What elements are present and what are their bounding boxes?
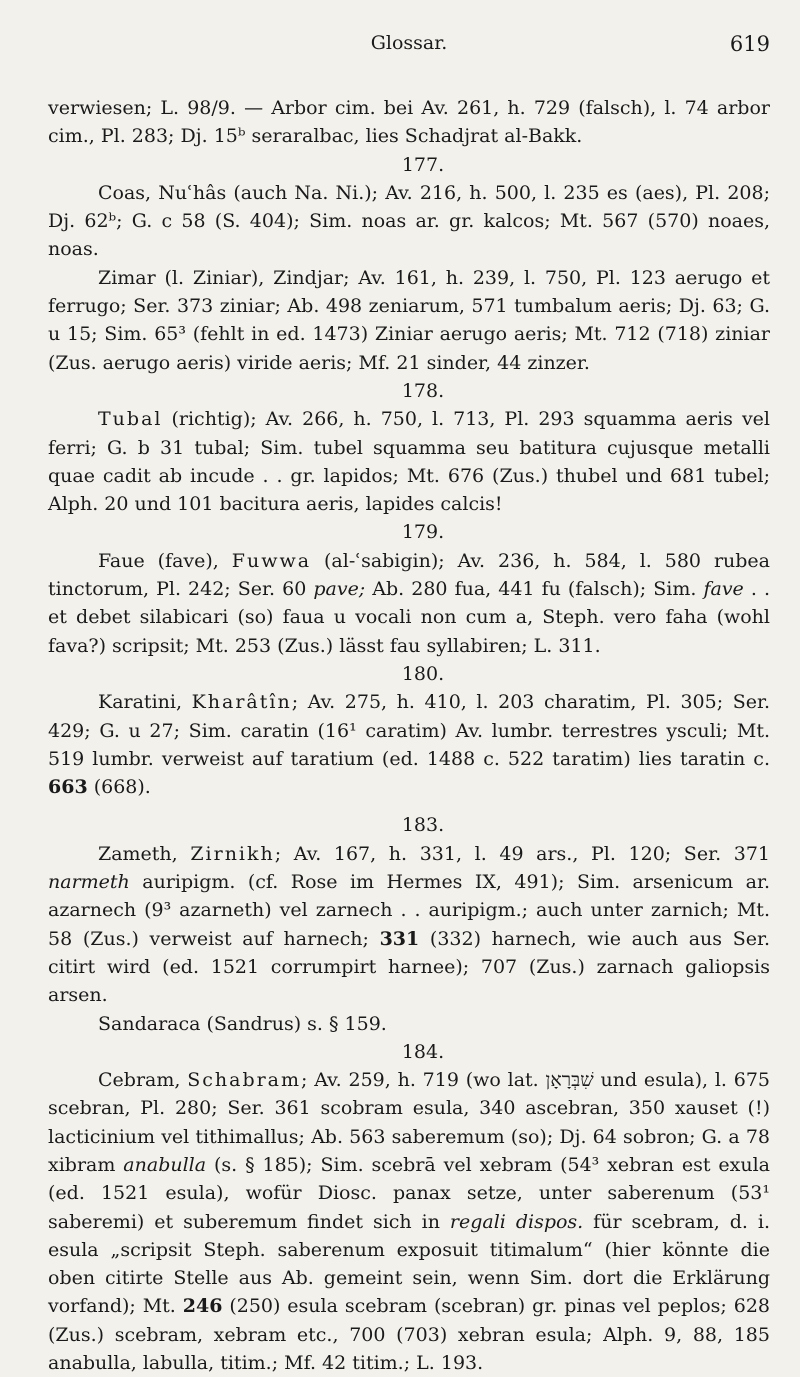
- section-gap: [48, 801, 770, 811]
- bold-number: 246: [182, 1295, 223, 1318]
- entry-text: (s. § 185); Sim. scebrā vel xebram (54³ xebran est exula (ed. 1521 esula), wofür Diosc. panax setze, unter saberenum (53¹ saberemi) et suberemum findet sich in: [48, 1153, 771, 1233]
- italic-term: regali dispos.: [449, 1210, 584, 1233]
- italic-term: narmeth: [48, 871, 130, 894]
- glossary-entry: [48, 179, 770, 264]
- bold-number: 663: [48, 776, 88, 799]
- glossary-entry: [48, 1066, 770, 1377]
- entry-text: Cebram,: [98, 1069, 188, 1092]
- italic-term: pave;: [313, 578, 366, 601]
- glossary-text: [48, 94, 770, 1377]
- entry-text: ; Av. 275, h. 410, l. 203 charatim, Pl. 305; Ser. 429; G. u 27; Sim. caratin (16¹ caratim) Av. lumbr. terrestres ysculi; Mt. 519 lumbr. verweist auf taratium (ed. 1488 c. 522 taratim) lies taratin c.: [48, 691, 770, 770]
- section-number: 183.: [401, 814, 445, 837]
- entry-text: ; Av. 259, h. 719 (wo lat. שִׁבְּרָאָן und esula), l. 675 scebran, Pl. 280; Ser. 361 scobram esula, 340 ascebran, 350 xauset (!) lacticinium vel tithimallus; Ab. 563 saberemum (so); Dj. 64 sobron; G. a 78 xibram: [48, 1069, 770, 1176]
- entry-text: für scebram, d. i. esula „scripsit Steph. saberenum exposuit titimalum“ (hier könnte die oben citirte Stelle aus Ab. gemeint sein, wenn Sim. dort die Erklärung vorfand); Mt.: [48, 1210, 770, 1318]
- italic-term: anabulla: [123, 1153, 207, 1176]
- section-number: 177.: [401, 153, 445, 176]
- entry-text: (richtig); Av. 266, h. 750, l. 713, Pl. 293 squamma aeris vel ferri; G. b 31 tubal; Sim. tubel squamma seu batitura cujusque metalli quae cadit ab incude . . gr. lapidos; Mt. 676 (Zus.) thubel und 681 tubel; Alph. 20 und 101 bacitura aeris, lapides calcis!: [48, 408, 770, 516]
- headword: Kharâtîn: [191, 691, 292, 714]
- entry-text: . . et debet silabicari (so) faua u vocali non cum a, Steph. vero faha (wohl fava?) scripsit; Mt. 253 (Zus.) lässt fau syllabiren; L. 311.: [48, 578, 770, 657]
- page-number: 619: [729, 32, 770, 56]
- entry-text: verwiesen; L. 98/9. — Arbor cim. bei Av. 261, h. 729 (falsch), l. 74 arbor cim., Pl. 283; Dj. 15ᵇ seraralbac, lies Schadjrat al-Bakk.: [48, 97, 770, 148]
- entry-text: (al-ʿsabigin); Av. 236, h. 584, l. 580 rubea tinctorum, Pl. 242; Ser. 60: [48, 549, 770, 601]
- glossary-entry: [48, 94, 770, 151]
- entry-text: Sandaraca (Sandrus) s. § 159.: [98, 1012, 387, 1035]
- glossary-entry: [48, 688, 770, 801]
- headword: Tubal: [98, 408, 163, 431]
- glossary-entry: [48, 547, 770, 660]
- entry-text: Ab. 280 fua, 441 fu (falsch); Sim.: [365, 578, 704, 601]
- entry-text: (668).: [87, 776, 151, 799]
- entry-text: Karatini,: [98, 691, 192, 714]
- glossary-entry: [48, 405, 770, 518]
- entry-text: ; Av. 167, h. 331, l. 49 ars., Pl. 120; Ser. 371: [274, 842, 770, 865]
- entry-text: auripigm. (cf. Rose im Hermes IX, 491); Sim. arsenicum ar. azarnech (9³ azarneth) vel zarnech . . auripigm.; auch unter zarnich; Mt. 58 (Zus.) verweist auf harnech;: [48, 871, 770, 950]
- section-number: 179.: [401, 521, 445, 544]
- entry-text: Coas, Nuʿhâs (auch Na. Ni.); Av. 216, h. 500, l. 235 es (aes), Pl. 208; Dj. 62ᵇ; G. c 58 (S. 404); Sim. noas ar. gr. kalcos; Mt. 567 (570) noaes, noas.: [48, 181, 770, 261]
- entry-text: (332) harnech, wie auch aus Ser. citirt wird (ed. 1521 corrumpirt harnee); 707 (Zus.) zarnach galiopsis arsen.: [48, 927, 770, 1007]
- glossary-entry: [48, 264, 770, 377]
- glossary-entry: [48, 840, 770, 1010]
- entry-text: Zimar (l. Ziniar), Zindjar; Av. 161, h. 239, l. 750, Pl. 123 aerugo et ferrugo; Ser. 373 ziniar; Ab. 498 zeniarum, 571 tumbalum aeris; Dj. 63; G. u 15; Sim. 65³ (fehlt in ed. 1473) Ziniar aerugo aeris; Mt. 712 (718) ziniar (Zus. aerugo aeris) viride aeris; Mf. 21 sinder, 44 zinzer.: [48, 266, 770, 374]
- entry-text: (250) esula scebram (scebran) gr. pinas vel peplos; 628 (Zus.) scebram, xebram etc., 700 (703) xebran esula; Alph. 9, 88, 185 anabulla, labulla, titim.; Mf. 42 titim.; L. 193.: [48, 1295, 770, 1375]
- running-head: Glossar.: [370, 32, 448, 54]
- headword: Zirnikh: [190, 842, 275, 865]
- italic-term: fave: [703, 578, 744, 601]
- page-header: [48, 30, 770, 70]
- glossary-entry: [48, 1010, 770, 1038]
- bold-number: 331: [379, 927, 420, 950]
- entry-text: Zameth,: [98, 842, 191, 865]
- section-number: 180.: [401, 662, 445, 685]
- section-number: 184.: [401, 1040, 445, 1063]
- headword: Fuwwa: [231, 549, 312, 572]
- section-number: 178.: [401, 379, 445, 402]
- entry-text: Faue (fave),: [98, 549, 232, 572]
- headword: Schabram: [187, 1069, 302, 1092]
